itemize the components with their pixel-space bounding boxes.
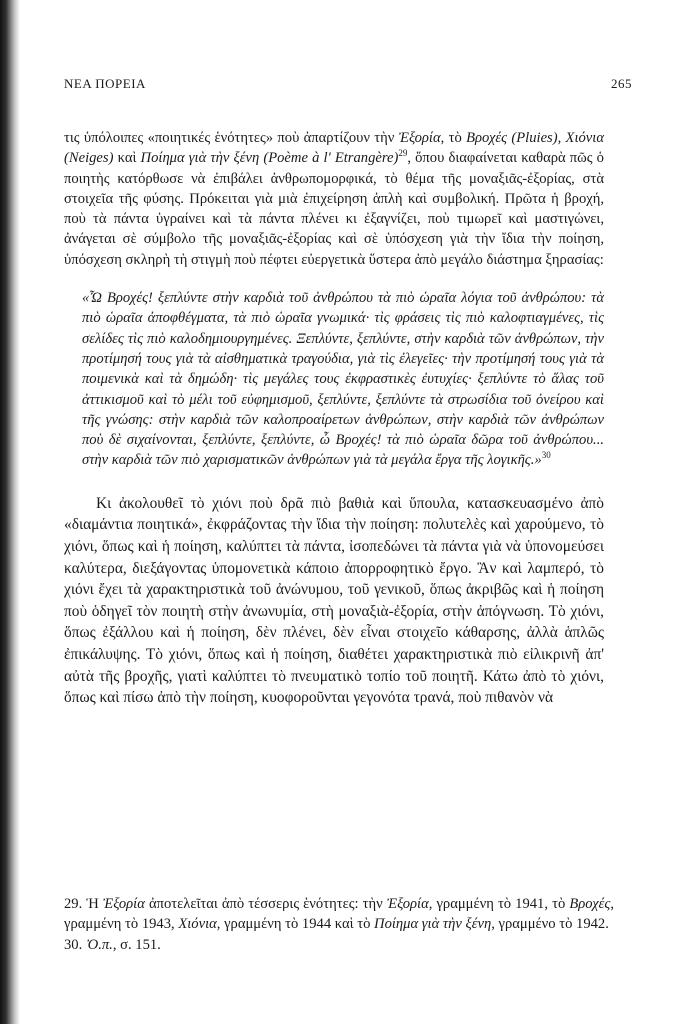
footnote-segment: Ἐξορία bbox=[102, 896, 145, 912]
footnote-segment: Χιόνια bbox=[178, 916, 217, 933]
page-number: 265 bbox=[611, 76, 632, 91]
intro-text: τις ὑπόλοιπες «ποιητικές ἑνότητες» ποὺ ἀπαρτίζουν τὴν bbox=[64, 130, 399, 146]
journal-title: ΝΕΑ ΠΟΡΕΙΑ bbox=[64, 76, 146, 91]
footnote-segment: ἀποτελεῖται ἀπὸ τέσσερις ἑνότητες: τὴν bbox=[144, 896, 387, 912]
footnote-segment: , γραμμένη τὸ 1943, bbox=[64, 896, 614, 933]
footnote-number: 30. bbox=[64, 936, 83, 953]
footnote-segment: Ὀ.π. bbox=[86, 936, 113, 953]
footnote-text bbox=[86, 937, 161, 953]
body-paragraph: Κι ἀκολουθεῖ τὸ χιόνι ποὺ δρᾶ πιὸ βαθιὰ καὶ ὕπουλα, κατασκευασμένο ἀπὸ «διαμάντια ποιητικά», ἐκφράζοντας τὴν ἴδια τὴν ποίηση: πολυτελὲς καὶ χαρούμενο, τὸ χιόνι, ὅπως καὶ ἡ ποίηση, καλύπτει τὰ πάντα, ἰσοπεδώνει τὰ πάντα γιὰ νὰ ὑπονομεύσει καλύτερα, διεξάγοντας ὑπομονετικὰ κάποιο ἀπορροφητικὸ ἔργο. Ἂν καὶ λαμπερό, τὸ χιόνι ἔχει τὰ χαρακτηριστικὰ τοῦ ἀνώνυμου, τοῦ γενικοῦ, ὅπως ἀκριβῶς καὶ ἡ ποίηση ποὺ ὁδηγεῖ τὸν ποιητὴ στὴν ἀνωνυμία, στὴ μοναξιὰ-ἐξορία, στὴν ἀπόγνωση. Τὸ χιόνι, ὅπως ἐξάλλου καὶ ἡ ποίηση, δὲν πλένει, δὲν εἶναι στοιχεῖο κάθαρσης, ἀλλὰ ἁπλῶς ἐπικάλυψης. Τὸ χιόνι, ὅπως καὶ ἡ ποίηση, διαθέτει χαρακτηριστικὰ πιὸ εἰλικρινῆ ἀπ' αὐτὰ τῆς βροχῆς, γιατὶ καλύπτει τὸ πνευματικὸ τοπίο τοῦ ποιητῆ. Κάτω ἀπὸ τὸ χιόνι, ὅπως καὶ πίσω ἀπὸ τὴν ποίηση, κυοφοροῦνται γεγονότα τρανά, ποὺ πιθανὸν νὰ bbox=[64, 494, 604, 707]
main-text bbox=[64, 128, 604, 709]
footnote-29 bbox=[64, 894, 614, 935]
footnote-segment: Ποίημα γιὰ τὴν ξένη bbox=[374, 916, 492, 933]
intro-title-rains-snows: Βροχές (Pluies), Χιόνια (Neiges) bbox=[64, 130, 605, 167]
page-binding-shadow bbox=[0, 0, 20, 1024]
footnote-segment: , γραμμένο τὸ 1942. bbox=[491, 916, 609, 933]
footnote-ref-30: 30 bbox=[541, 450, 551, 461]
quote-text: «Ὦ Βροχές! ξεπλύντε στὴν καρδιὰ τοῦ ἀνθρώπου τὰ πιὸ ὡραῖα λόγια τοῦ ἀνθρώπου: τὰ πιὸ ὡραῖα ἀποφθέγματα, τὰ πιὸ ὡραῖα γνωμικά· τὶς φράσεις τὶς πιὸ καλοφτιαγμένες, τὶς σελίδες τὶς πιὸ καλοδημιουργημένες. Ξεπλύντε, ξεπλύντε, στὴν καρδιὰ τῶν ἀνθρώπων, τὴν προτίμησή τους γιὰ τὰ αἰσθηματικὰ τραγούδια, γιὰ τὶς ἐλεγεῖες· τὴν προτίμησή τους γιὰ τὰ ποιμενικὰ καὶ τὰ δημώδη· τὶς μεγάλες τους ἐκφραστικὲς ἐυτυχίες· ξεπλύντε τὸ ἅλας τοῦ ἀττικισμοῦ καὶ τὸ μέλι τοῦ εὐφημισμοῦ, ξεπλύντε, ξεπλύντε τὰ στρωσίδια τοῦ ὀνείρου καὶ τῆς γνώσης: στὴν καρδιὰ τῶν καλοπροαίρετων ἀνθρώπων, στὴν καρδιὰ τῶν ἀνθρώπων ποὺ δὲ σιχαίνονται, ξεπλύντε, ξεπλύντε, ὦ Βροχές! τὰ πιὸ ὡραῖα δῶρα τοῦ ἀνθρώπου... στὴν καρδιὰ τῶν πιὸ χαρισματικῶν ἀνθρώπων γιὰ τὰ μεγάλα ἔργα τῆς λογικῆς.» bbox=[82, 290, 604, 469]
intro-title-exile: Ἐξορία bbox=[398, 130, 441, 146]
intro-paragraph bbox=[64, 128, 604, 270]
footnote-segment: , γραμμένη τὸ 1941, τὸ bbox=[428, 896, 570, 912]
footnote-ref-29: 29 bbox=[398, 148, 408, 159]
footnote-segment: , γραμμένη τὸ 1944 καὶ τὸ bbox=[216, 916, 375, 933]
footnote-text bbox=[64, 896, 614, 932]
footnote-segment: Ἡ bbox=[86, 896, 103, 912]
footnote-segment: Βροχές bbox=[569, 896, 611, 912]
intro-title-poem: Ποίημα γιὰ τὴν ξένη (Poème à l' Etrangère) bbox=[140, 150, 399, 167]
footnote-30 bbox=[64, 935, 614, 955]
footnote-segment: Ἐξορία bbox=[386, 896, 429, 912]
intro-text: , τὸ bbox=[440, 130, 467, 146]
intro-text: καὶ bbox=[113, 150, 141, 167]
footnote-number: 29. bbox=[64, 896, 83, 912]
intro-text: , ὅπου διαφαίνεται καθαρὰ πῶς ὁ ποιητὴς κατόρθωσε νὰ ἐπιβάλει ἀνθρωπομορφικά, τὸ θέμα τῆς μοναξιᾶς-ἐξορίας, στὰ στοιχεῖα τῆς φύσης. Πρόκειται γιὰ μιὰ ἐπιχείρηση ἁπλὴ καὶ συμβολική. Πρῶτα ἡ βροχή, ποὺ τὰ πάντα ὑγραίνει καὶ τὰ πάντα πλένει κι ἐξαγνίζει, ποὺ τιμωρεῖ καὶ μαστιγώνει, ἀνάγεται σὲ σύμβολο τῆς μοναξιᾶς-ἐξορίας καὶ σὲ ὑπόσχεση γιὰ τὴν ἴδια τὴν ποίηση, ὑπόσχεση σκληρὴ τὴ στιγμὴ ποὺ πέφτει εὐεργετικὰ ὕστερα ἀπὸ μεγάλο διάστημα ξηρασίας: bbox=[64, 150, 604, 268]
footnotes bbox=[64, 894, 614, 955]
block-quote bbox=[82, 288, 604, 471]
footnote-segment: , σ. 151. bbox=[112, 936, 161, 953]
